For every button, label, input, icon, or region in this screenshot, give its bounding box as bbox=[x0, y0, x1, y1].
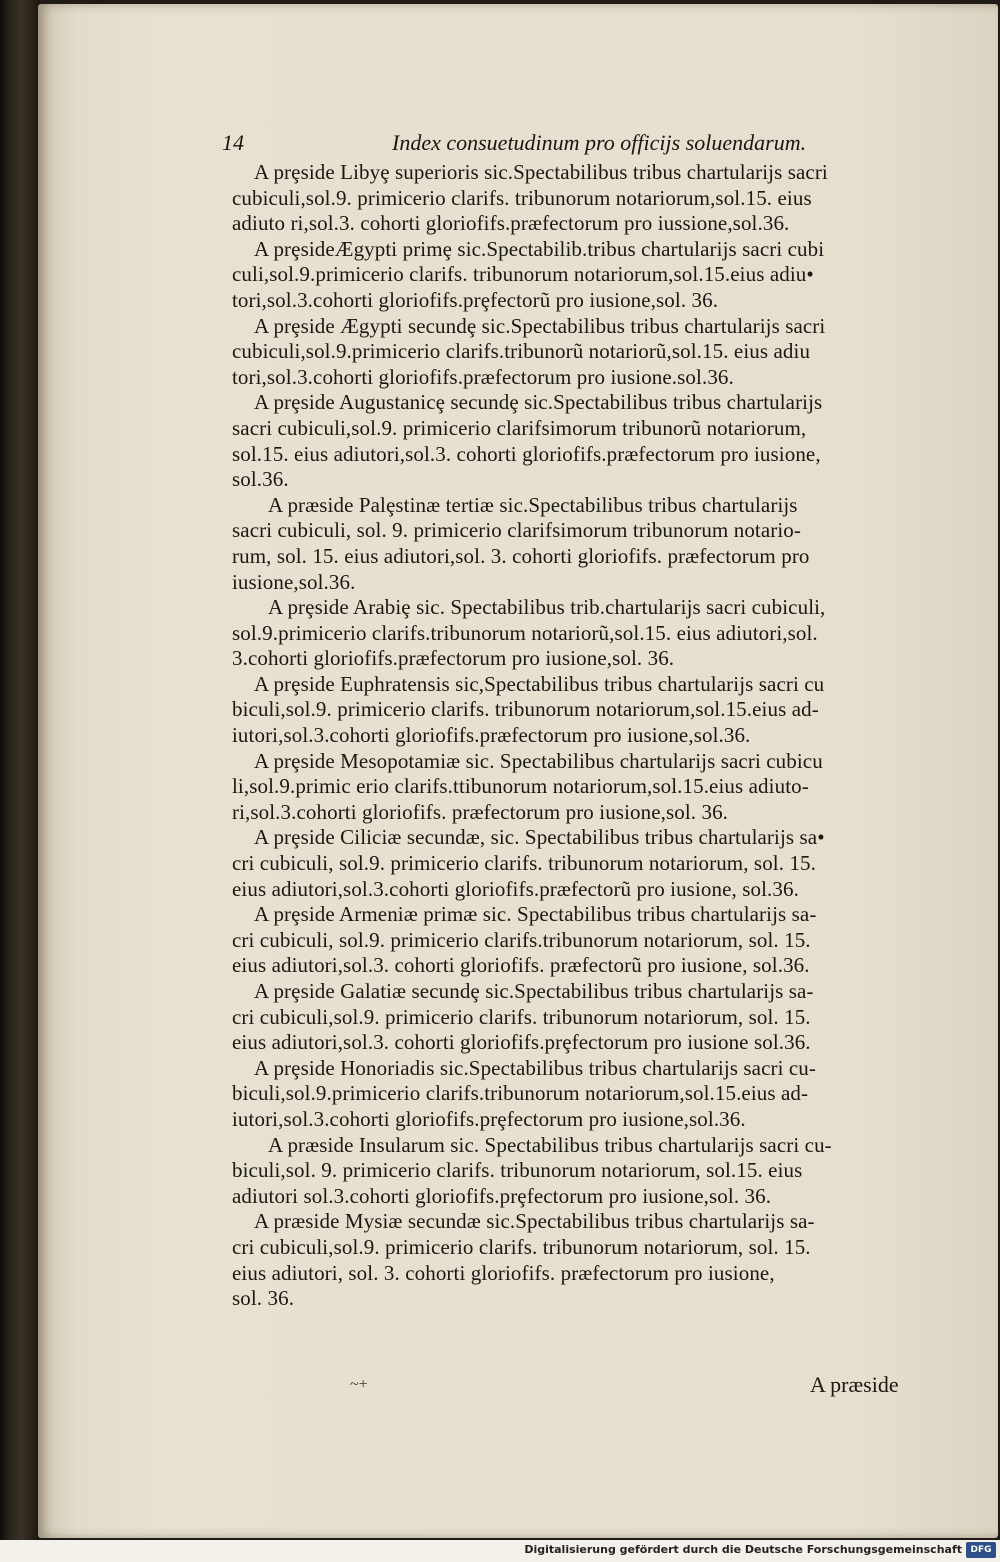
text-line: A prȩsideÆgypti primȩ sic.Spectabilib.tribus chartularijs sacri cubi bbox=[254, 236, 825, 261]
text-line: A prȩside Galatiæ secundȩ sic.Spectabilibus tribus chartularijs sa- bbox=[254, 979, 814, 1003]
text-line: adiuto ri,sol.3. cohorti gloriofifs.præfectorum pro iussione,sol.36. bbox=[232, 211, 790, 236]
text-line: A prȩside Arabiȩ sic. Spectabilibus trib.chartularijs sacri cubiculi, bbox=[268, 595, 826, 620]
text-line: A præside Insularum sic. Spectabilibus tribus chartularijs sacri cu- bbox=[268, 1132, 832, 1157]
text-line: biculi,sol.9. primicerio clarifs. tribunorum notariorum,sol.15.eius ad- bbox=[232, 697, 819, 722]
text-line: iutori,sol.3.cohorti gloriofifs.prȩfectorum pro iusione,sol.36. bbox=[232, 1106, 746, 1131]
text-line: sol.36. bbox=[232, 467, 289, 492]
text-line: eius adiutori,sol.3. cohorti gloriofifs.prȩfectorum pro iusione sol.36. bbox=[232, 1030, 811, 1055]
page-number: 14 bbox=[222, 130, 244, 155]
text-line: A prȩside Ciliciæ secundæ, sic. Spectabilibus tribus chartularijs sa• bbox=[254, 825, 825, 850]
text-line: cubiculi,sol.9. primicerio clarifs. tribunorum notariorum,sol.15. eius bbox=[232, 185, 812, 210]
funding-credit: Digitalisierung gefördert durch die Deutsche Forschungsgemeinschaft bbox=[524, 1543, 962, 1556]
text-line: cri cubiculi,sol.9. primicerio clarifs. tribunorum notariorum, sol. 15. bbox=[232, 1004, 811, 1029]
text-line: iusione,sol.36. bbox=[232, 569, 356, 594]
page-header bbox=[222, 130, 922, 160]
text-line: cri cubiculi, sol.9. primicerio clarifs.tribunorum notariorum, sol. 15. bbox=[232, 927, 811, 952]
text-line: eius adiutori,sol.3.cohorti gloriofifs.præfectorũ pro iusione, sol.36. bbox=[232, 876, 799, 901]
text-line: adiutori sol.3.cohorti gloriofifs.prȩfectorum pro iusione,sol. 36. bbox=[232, 1183, 772, 1208]
text-line: tori,sol.3.cohorti gloriofifs.prȩfectorũ pro iusione,sol. 36. bbox=[232, 287, 719, 312]
text-line: cri cubiculi,sol.9. primicerio clarifs. tribunorum notariorum, sol. 15. bbox=[232, 1234, 811, 1259]
text-line: A prȩside Euphratensis sic,Spectabilibus tribus chartularijs sacri cu bbox=[254, 671, 825, 696]
text-line: sol.9.primicerio clarifs.tribunorum notariorũ,sol.15. eius adiutori,sol. bbox=[232, 620, 818, 645]
text-line: ri,sol.3.cohorti gloriofifs. præfectorum pro iusione,sol. 36. bbox=[232, 799, 729, 824]
text-line: sol. 36. bbox=[232, 1286, 295, 1311]
text-line: rum, sol. 15. eius adiutori,sol. 3. cohorti gloriofifs. præfectorum pro bbox=[232, 543, 810, 568]
margin-mark: ~+ bbox=[350, 1376, 368, 1393]
text-line: biculi,sol.9.primicerio clarifs.tribunorum notariorum,sol.15.eius ad- bbox=[232, 1081, 809, 1106]
text-line: sol.15. eius adiutori,sol.3. cohorti gloriofifs.præfectorum pro iusione, bbox=[232, 441, 821, 466]
running-title: Index consuetudinum pro officijs soluendarum. bbox=[392, 130, 807, 155]
text-line: A præside Mysiæ secundæ sic.Spectabilibus tribus chartularijs sa- bbox=[254, 1209, 815, 1234]
text-line: sacri cubiculi,sol.9. primicerio clarifsimorum tribunorũ notariorum, bbox=[232, 415, 807, 440]
text-line: A prȩside Ægypti secundȩ sic.Spectabilibus tribus chartularijs sacri bbox=[254, 313, 826, 338]
text-line: culi,sol.9.primicerio clarifs. tribunorum notariorum,sol.15.eius adiu• bbox=[232, 262, 814, 287]
digitization-footer bbox=[0, 1540, 1000, 1562]
text-line: A prȩside Augustanicȩ secundȩ sic.Spectabilibus tribus chartularijs bbox=[254, 390, 823, 415]
text-line: A prȩside Honoriadis sic.Spectabilibus tribus chartularijs sacri cu- bbox=[254, 1055, 816, 1080]
text-line: 3.cohorti gloriofifs.præfectorum pro iusione,sol. 36. bbox=[232, 646, 675, 671]
text-line: A prȩside Mesopotamiæ sic. Spectabilibus chartularijs sacri cubicu bbox=[254, 748, 823, 773]
text-line: li,sol.9.primic erio clarifs.ttibunorum notariorum,sol.15.eius adiuto- bbox=[232, 774, 809, 799]
text-line: biculi,sol. 9. primicerio clarifs. tribunorum notariorum, sol.15. eius bbox=[232, 1158, 803, 1183]
text-line: A prȩside Libyȩ superioris sic.Spectabilibus tribus chartularijs sacri bbox=[254, 160, 828, 184]
catchword: A præside bbox=[810, 1372, 899, 1397]
book-spine bbox=[0, 0, 40, 1540]
text-line: eius adiutori, sol. 3. cohorti gloriofifs. præfectorum pro iusione, bbox=[232, 1260, 775, 1285]
text-line: cri cubiculi, sol.9. primicerio clarifs. tribunorum notariorum, sol. 15. bbox=[232, 851, 816, 876]
text-line: eius adiutori,sol.3. cohorti gloriofifs. præfectorũ pro iusione, sol.36. bbox=[232, 953, 810, 978]
body-text bbox=[232, 160, 932, 1312]
text-line: A præside Palȩstinæ tertiæ sic.Spectabilibus tribus chartularijs bbox=[268, 492, 798, 517]
text-line: iutori,sol.3.cohorti gloriofifs.præfectorum pro iusione,sol.36. bbox=[232, 723, 751, 748]
text-line: cubiculi,sol.9.primicerio clarifs.tribunorũ notariorũ,sol.15. eius adiu bbox=[232, 339, 811, 364]
text-line: sacri cubiculi, sol. 9. primicerio clarifsimorum tribunorum notario- bbox=[232, 518, 801, 543]
text-line: A prȩside Armeniæ primæ sic. Spectabilibus tribus chartularijs sa- bbox=[254, 902, 817, 927]
dfg-logo-icon: DFG bbox=[966, 1542, 996, 1558]
text-line: tori,sol.3.cohorti gloriofifs.præfectorum pro iusione.sol.36. bbox=[232, 364, 734, 389]
